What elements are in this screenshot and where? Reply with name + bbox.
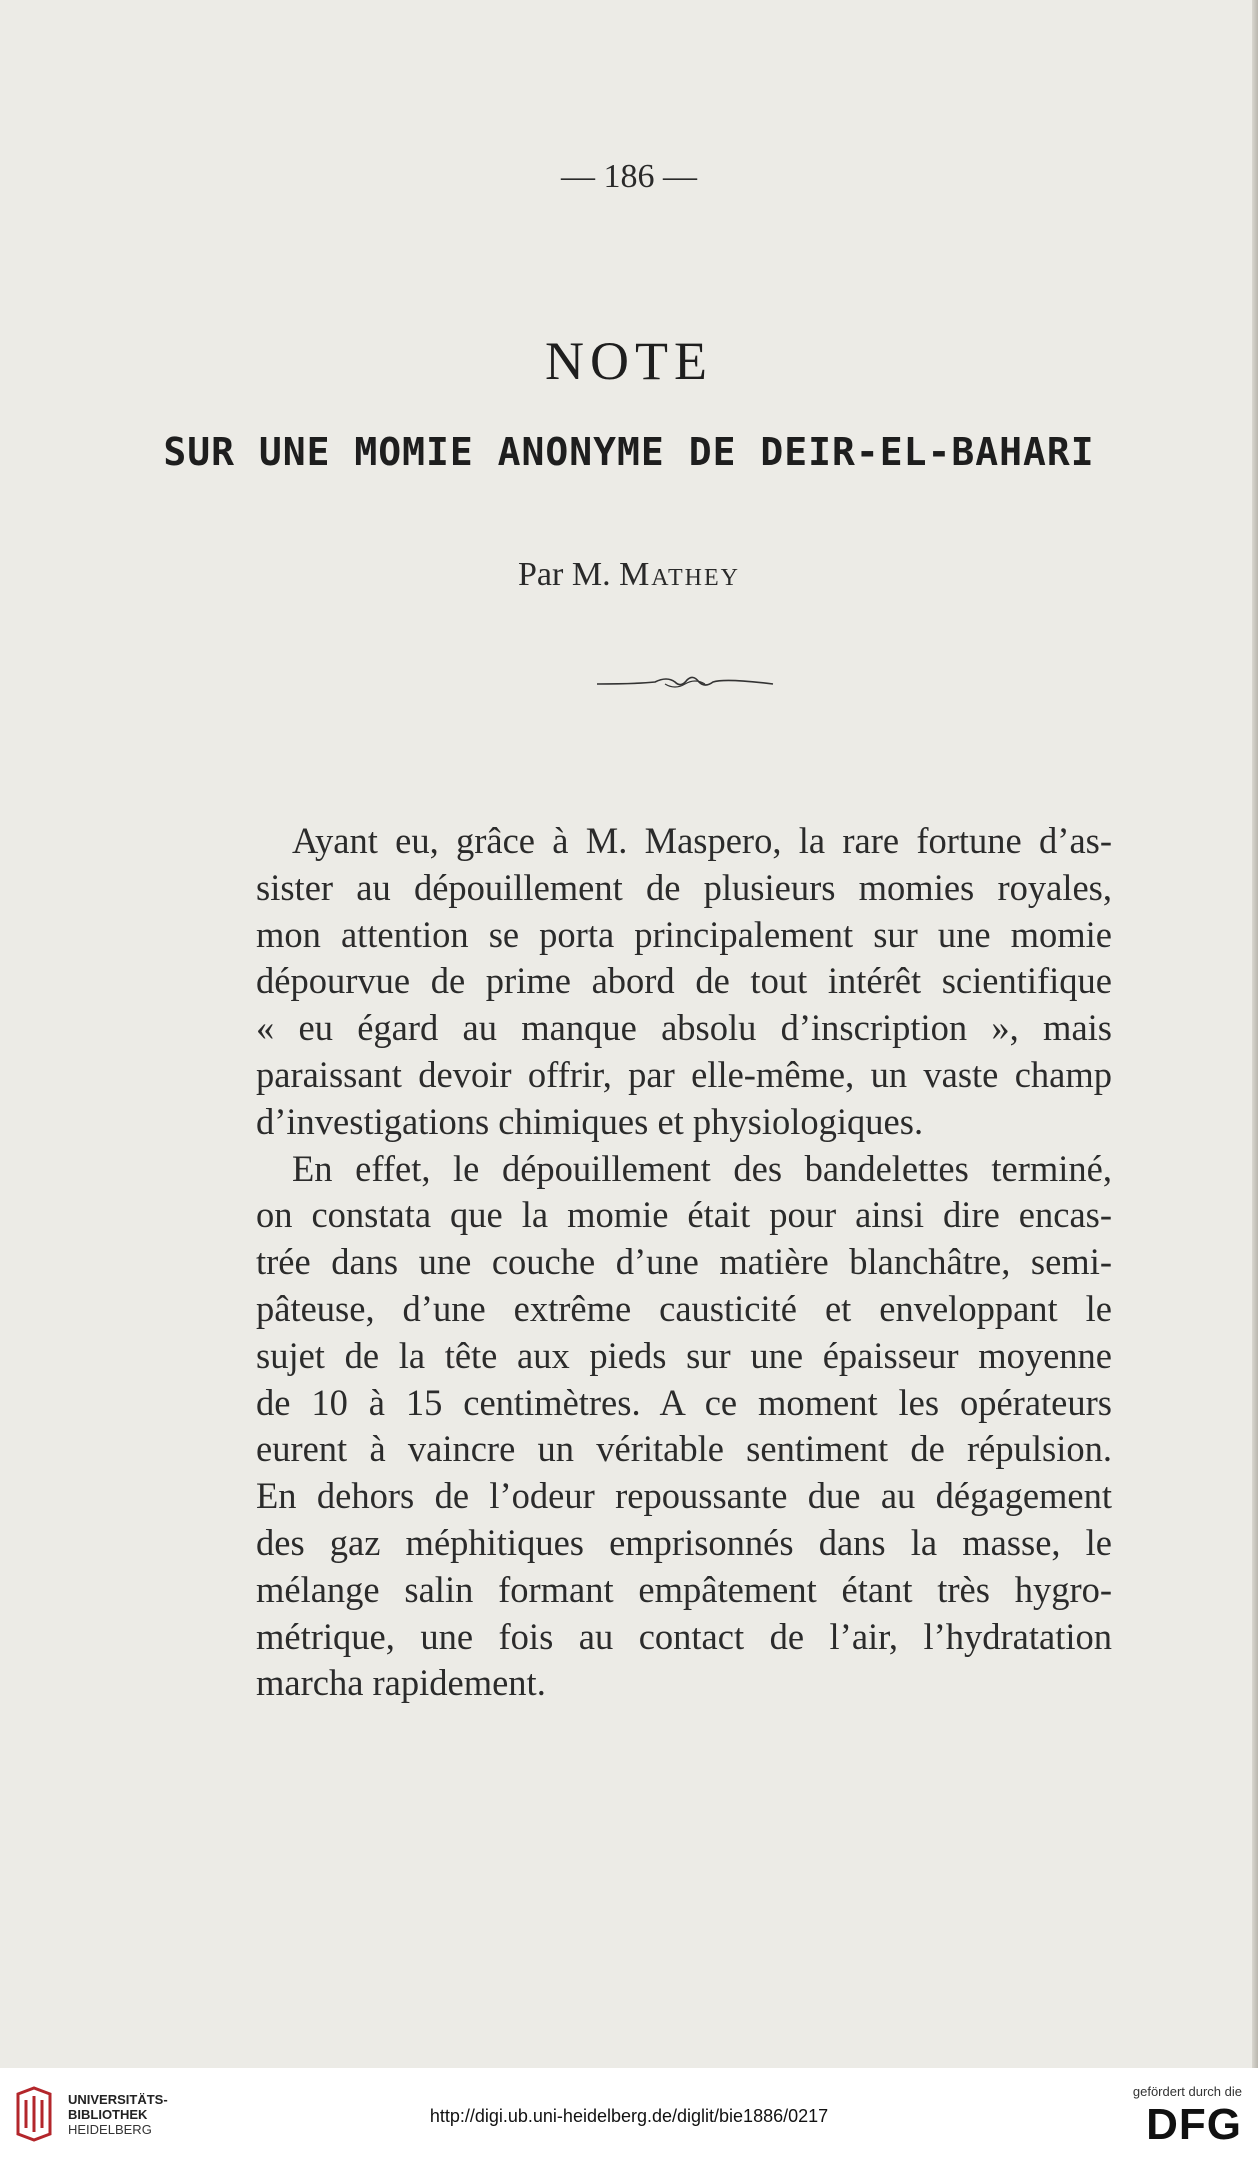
funding-caption: gefördert durch die	[1132, 2084, 1242, 2099]
article-subtitle: SUR UNE MOMIE ANONYME DE DEIR-EL-BAHARI	[163, 430, 1095, 474]
body-line: sister au dépouillement de plusieurs momies royales,	[256, 866, 1112, 908]
body-line: En dehors de l’odeur repoussante due au dégagement	[256, 1475, 1112, 1517]
body-line: En effet, le dépouillement des bandelettes terminé,	[292, 1147, 1112, 1189]
byline	[0, 556, 1258, 594]
body-line: trée dans une couche d’une matière blanchâtre, semi-	[256, 1241, 1112, 1283]
body-line: pâteuse, d’une extrême causticité et enveloppant le	[256, 1287, 1112, 1329]
page-number: — 186 —	[561, 158, 697, 195]
byline-prefix: Par M.	[518, 556, 611, 593]
body-line: « eu égard au manque absolu d’inscription », mais	[256, 1007, 1112, 1049]
page-edge	[1252, 0, 1258, 2068]
byline-author: Mathey	[619, 556, 740, 593]
body-line: dépourvue de prime abord de tout intérêt scientifique	[256, 960, 1112, 1002]
body-text	[256, 818, 1112, 1707]
library-line-1: UNIVERSITÄTS-	[68, 2092, 168, 2107]
body-line: mélange salin formant empâtement étant très hygro-	[256, 1568, 1112, 1610]
dfg-logo: DFG	[1146, 2100, 1242, 2149]
body-line: marcha rapidement.	[256, 1662, 546, 1704]
body-line: eurent à vaincre un véritable sentiment de répulsion.	[256, 1428, 1112, 1470]
ornament-divider	[595, 668, 775, 698]
body-line: on constata que la momie était pour ainsi dire encas-	[256, 1194, 1112, 1236]
body-line: métrique, une fois au contact de l’air, l’hydratation	[256, 1615, 1112, 1657]
body-line: sujet de la tête aux pieds sur une épaisseur moyenne	[256, 1334, 1112, 1376]
library-line-3: HEIDELBERG	[68, 2122, 152, 2137]
body-line: Ayant eu, grâce à M. Maspero, la rare fortune d’as-	[292, 820, 1112, 861]
library-line-2: BIBLIOTHEK	[68, 2107, 148, 2122]
article-title: NOTE	[545, 331, 713, 391]
body-line: paraissant devoir offrir, par elle-même, un vaste champ	[256, 1053, 1112, 1095]
body-line: des gaz méphitiques emprisonnés dans la masse, le	[256, 1521, 1112, 1563]
body-line: de 10 à 15 centimètres. A ce moment les opérateurs	[256, 1381, 1112, 1423]
permalink-url[interactable]: http://digi.ub.uni-heidelberg.de/diglit/bie1886/0217	[429, 2106, 829, 2126]
body-line: mon attention se porta principalement sur une momie	[256, 913, 1112, 955]
body-line: d’investigations chimiques et physiologiques.	[256, 1100, 924, 1142]
